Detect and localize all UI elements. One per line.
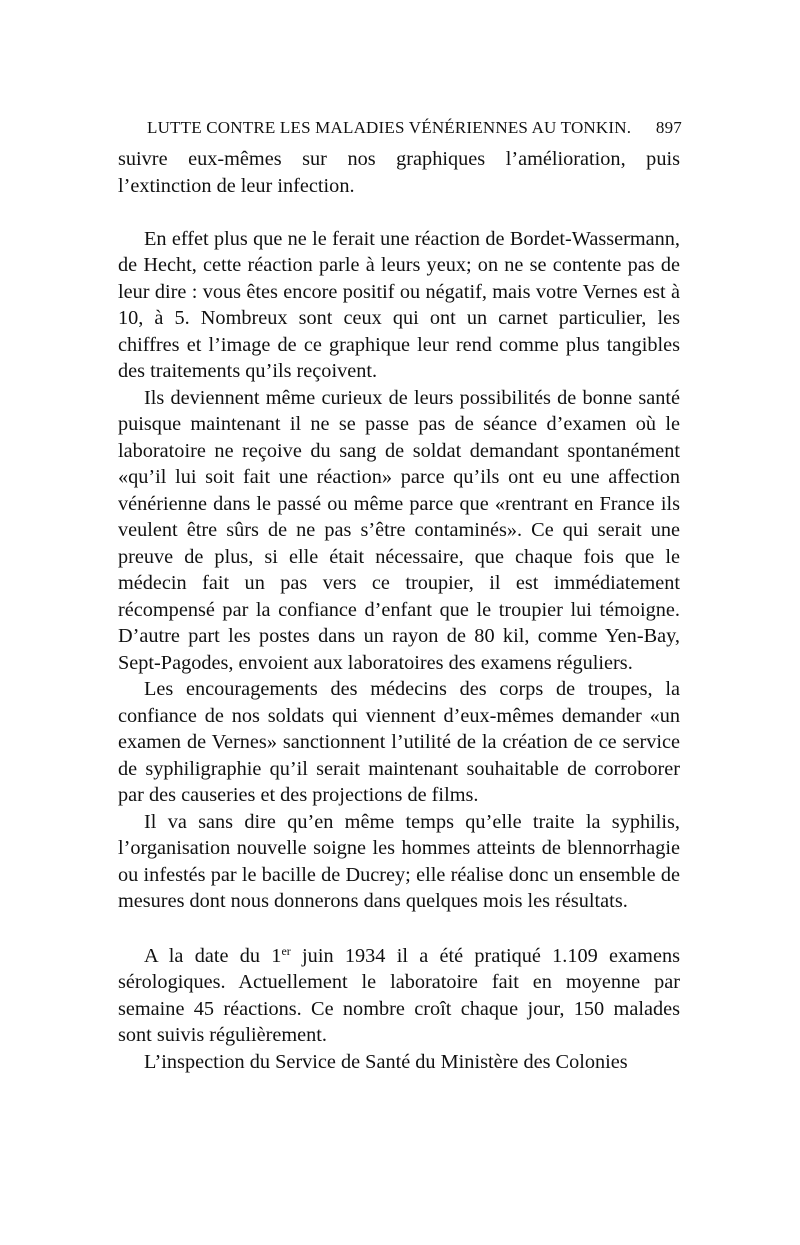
- page-number: 897: [655, 118, 682, 137]
- body-text: [118, 146, 680, 1075]
- paragraph-continuation: suivre eux-mêmes sur nos graphiques l’amélioration, puis l’extinction de leur infection.: [118, 148, 680, 197]
- paragraph-statistics: [118, 943, 680, 1049]
- paragraph-vernes-reaction: En effet plus que ne le ferait une réaction de Bordet-Wassermann, de Hecht, cette réaction parle à leurs yeux; on ne se contente pas de leur dire : vous êtes encore positif ou négatif, mais votre Vernes est à 10, à 5. Nombreux sont ceux qui ont un carnet particulier, les chiffres et l’image de ce graphique leur rend comme plus tangibles des traitements qu’ils reçoivent.: [118, 227, 680, 382]
- paragraph-inspection: L’inspection du Service de Santé du Ministère des Colonies: [144, 1050, 628, 1073]
- statistics-text-end: juin 1934 il a été pratiqué 1.109 examens sérologiques. Actuellement le laboratoire fait en moyenne par semaine 45 réactions. Ce nombre croît chaque jour, 150 malades sont suivis régulièrement.: [118, 944, 680, 1046]
- running-head: [147, 116, 682, 140]
- paragraph-soldiers-curiosity: Ils deviennent même curieux de leurs possibilités de bonne santé puisque maintenant il ne se passe pas de séance d’examen où le laboratoire ne reçoive du sang de soldat demandant spontanément «qu’il lui soit fait une réaction» parce qu’ils ont eu une affection vénérienne dans le passé ou même parce que «rentrant en France ils veulent être sûrs de ne pas s’être contaminés». Ce qui serait une preuve de plus, si elle était nécessaire, que chaque fois que le médecin fait un pas vers ce troupier, il est immédiatement récompensé par la confiance d’enfant que le troupier lui témoigne. D’autre part les postes dans un rayon de 80 kil, comme Yen-Bay, Sept-Pagodes, envoient aux laboratoires des examens réguliers.: [118, 386, 680, 674]
- running-head-title: LUTTE CONTRE LES MALADIES VÉNÉRIENNES AU TONKIN.: [147, 118, 632, 137]
- ordinal-superscript: er: [281, 943, 291, 958]
- statistics-text-start: A la date du 1: [144, 944, 282, 967]
- paragraph-organisation: Il va sans dire qu’en même temps qu’elle traite la syphilis, l’organisation nouvelle soigne les hommes atteints de blennorrhagie ou infestés par le bacille de Ducrey; elle réalise donc un ensemble de mesures dont nous donnerons dans quelques mois les résultats.: [118, 810, 680, 912]
- paragraph-encouragements: Les encouragements des médecins des corps de troupes, la confiance de nos soldats qui viennent d’eux-mêmes demander «un examen de Vernes» sanctionnent l’utilité de la création de ce service de syphiligraphie qu’il serait maintenant souhaitable de corroborer par des causeries et des projections de films.: [118, 678, 680, 806]
